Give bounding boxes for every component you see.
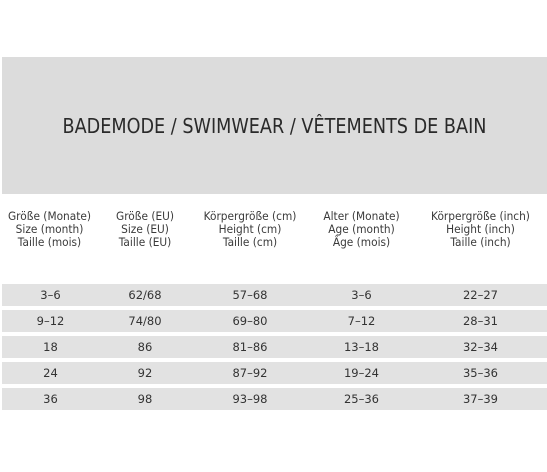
- cell-size-eu: 74/80: [128, 314, 162, 328]
- table-body: [2, 284, 547, 414]
- header-line: Taille (mois): [17, 235, 82, 249]
- cell-height-inch: 37–39: [462, 392, 499, 406]
- header-line: Size (month): [15, 222, 84, 236]
- cell-age-months: 3–6: [351, 288, 372, 302]
- cell-height-inch: 22–27: [462, 288, 499, 302]
- cell-height-inch: 32–34: [462, 340, 499, 354]
- header-line: Size (EU): [121, 222, 169, 236]
- table-row: [2, 336, 547, 358]
- cell-size-eu: 92: [137, 366, 153, 380]
- header-size-months: [4, 210, 95, 274]
- cell-size-months: 18: [43, 340, 58, 354]
- header-line: Height (cm): [218, 222, 282, 236]
- cell-size-eu: 98: [137, 392, 153, 406]
- cell-age-months: 19–24: [343, 366, 380, 380]
- header-line: Körpergröße (inch): [431, 209, 530, 223]
- header-line: Körpergröße (cm): [203, 209, 297, 223]
- cell-height-cm: 57–68: [232, 288, 268, 302]
- header-height-cm: [196, 210, 305, 274]
- cell-size-eu: 86: [137, 340, 153, 354]
- cell-size-months: 3–6: [40, 288, 61, 302]
- cell-age-months: 25–36: [343, 392, 380, 406]
- header-height-inch: [419, 210, 541, 274]
- header-line: Größe (Monate): [7, 209, 92, 223]
- cell-age-months: 7–12: [347, 314, 376, 328]
- cell-height-cm: 69–80: [232, 314, 268, 328]
- table-row: [2, 310, 547, 332]
- cell-height-cm: 87–92: [232, 366, 268, 380]
- title-banner: [2, 57, 547, 194]
- cell-height-inch: 35–36: [462, 366, 499, 380]
- header-line: Taille (EU): [118, 235, 172, 249]
- table-header: [0, 210, 547, 274]
- table-row: [2, 362, 547, 384]
- cell-height-cm: 93–98: [232, 392, 268, 406]
- header-line: Âge (mois): [332, 235, 391, 249]
- cell-age-months: 13–18: [343, 340, 380, 354]
- cell-size-eu: 62/68: [128, 288, 162, 302]
- cell-size-months: 24: [43, 366, 58, 380]
- cell-size-months: 36: [43, 392, 58, 406]
- header-line: Taille (cm): [222, 235, 278, 249]
- cell-size-months: 9–12: [36, 314, 65, 328]
- page-title: BADEMODE / SWIMWEAR / VÊTEMENTS DE BAIN: [62, 113, 487, 138]
- header-size-eu: [103, 210, 188, 274]
- header-line: Taille (inch): [450, 235, 511, 249]
- header-line: Größe (EU): [115, 209, 175, 223]
- header-line: Height (inch): [446, 222, 515, 236]
- size-table: [0, 209, 547, 406]
- cell-height-cm: 81–86: [232, 340, 268, 354]
- header-line: Alter (Monate): [323, 209, 400, 223]
- table-row: [2, 284, 547, 306]
- header-line: Age (month): [328, 222, 395, 236]
- header-age-months: [313, 210, 410, 274]
- table-row: [2, 388, 547, 410]
- cell-height-inch: 28–31: [462, 314, 499, 328]
